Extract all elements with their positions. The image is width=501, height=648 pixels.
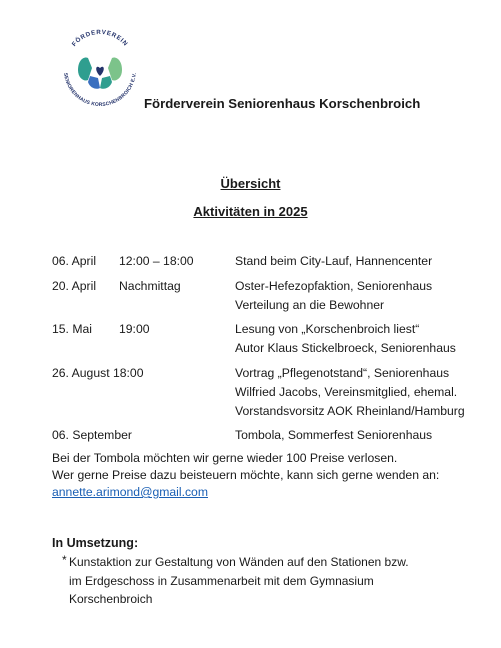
event-date: 06. September [52, 428, 132, 442]
bullet-line: Kunstaktion zur Gestaltung von Wänden auf den Stationen bzw. [69, 555, 409, 569]
activities-heading: Aktivitäten in 2025 [193, 204, 308, 219]
event-description: Stand beim City-Lauf, Hannencenter [235, 254, 433, 268]
logo-top-text: FÖRDERVEREIN [70, 28, 130, 48]
event-description: Tombola, Sommerfest Seniorenhaus [235, 428, 433, 442]
bullet-item [69, 553, 409, 609]
event-date: 20. April [52, 279, 97, 293]
logo-bottom-text: SENIORENHAUS KORSCHENBROICH E.V. [62, 72, 138, 109]
logo [58, 26, 142, 110]
tombola-text: Bei der Tombola möchten wir gerne wieder 100 Preise verlosen. [52, 451, 398, 465]
contact-email-link[interactable]: annette.arimond@gmail.com [52, 485, 208, 499]
event-date: 26. August 18:00 [52, 366, 144, 380]
bullet-marker: * [62, 553, 67, 567]
event-date: 06. April [52, 254, 97, 268]
event-description: Autor Klaus Stickelbroeck, Seniorenhaus [235, 341, 456, 355]
event-time: Nachmittag [119, 279, 181, 293]
event-description: Wilfried Jacobs, Vereinsmitglied, ehemal. [235, 385, 458, 399]
event-description: Lesung von „Korschenbroich liest“ [235, 322, 420, 336]
bullet-line: Korschenbroich [69, 592, 153, 606]
logo-heart [96, 67, 104, 76]
event-description: Verteilung an die Bewohner [235, 298, 385, 312]
event-date: 15. Mai [52, 322, 92, 336]
bullet-line: im Erdgeschoss in Zusammenarbeit mit dem Gymnasium [69, 573, 374, 588]
logo-hand-bottom-right [100, 76, 112, 89]
event-description: Vortrag „Pflegenotstand“, Seniorenhaus [235, 366, 450, 380]
tombola-text: Wer gerne Preise dazu beisteuern möchte, kann sich gerne wenden an: [52, 468, 440, 482]
event-time: 12:00 – 18:00 [119, 254, 194, 268]
logo-hand-bottom-left [88, 76, 100, 89]
in-progress-heading: In Umsetzung: [52, 536, 139, 550]
organization-title: Förderverein Seniorenhaus Korschenbroich [144, 96, 421, 111]
event-description: Vorstandsvorsitz AOK Rheinland/Hamburg [235, 404, 465, 418]
event-time: 19:00 [119, 322, 150, 336]
event-description: Oster-Hefezopfaktion, Seniorenhaus [235, 279, 433, 293]
overview-heading: Übersicht [220, 176, 281, 191]
